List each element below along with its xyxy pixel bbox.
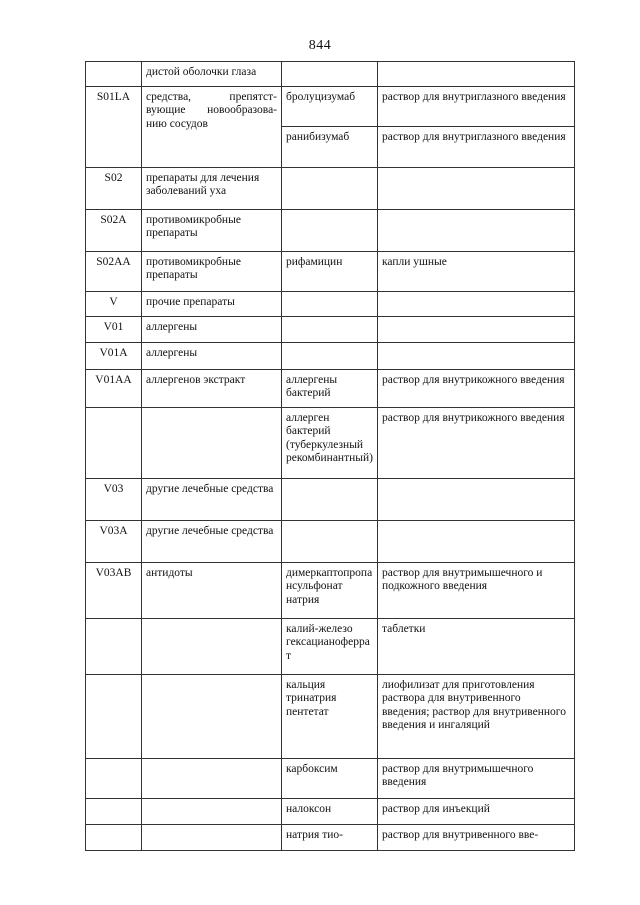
page-number: 844 bbox=[308, 38, 332, 53]
atc-code-cell: S02AA bbox=[86, 251, 142, 291]
form-cell bbox=[378, 520, 575, 562]
form-cell: раствор для внутримышечного введения bbox=[378, 758, 575, 798]
form-cell bbox=[378, 478, 575, 520]
drug-cell: карбоксим bbox=[282, 758, 378, 798]
form-cell bbox=[378, 167, 575, 209]
group-cell: прочие препараты bbox=[142, 291, 282, 316]
form-cell: раствор для внутрикожного введения bbox=[378, 407, 575, 478]
atc-code-cell: V03 bbox=[86, 478, 142, 520]
group-cell: аллергены bbox=[142, 316, 282, 342]
group-cell bbox=[142, 824, 282, 850]
form-cell bbox=[378, 209, 575, 251]
drug-cell bbox=[282, 209, 378, 251]
atc-code-cell bbox=[86, 798, 142, 824]
drug-cell bbox=[282, 62, 378, 87]
atc-code-cell: V01A bbox=[86, 342, 142, 369]
form-cell: раствор для внутримышечного и подкожного введения bbox=[378, 562, 575, 618]
group-cell bbox=[142, 86, 282, 167]
form-cell: раствор для внутриглазного введения bbox=[378, 86, 575, 126]
drug-cell bbox=[282, 478, 378, 520]
group-cell: аллергенов экстракт bbox=[142, 369, 282, 407]
table-row bbox=[86, 316, 575, 342]
group-cell: аллергены bbox=[142, 342, 282, 369]
group-cell: противомикробные препараты bbox=[142, 209, 282, 251]
form-cell bbox=[378, 316, 575, 342]
group-cell bbox=[142, 758, 282, 798]
drug-cell: бролуцизумаб bbox=[282, 86, 378, 126]
group-line: нию сосудов bbox=[146, 117, 208, 130]
table-row bbox=[86, 291, 575, 316]
form-cell: раствор для внутривенного вве- bbox=[378, 824, 575, 850]
atc-code-cell bbox=[86, 758, 142, 798]
form-cell: раствор для внутриглазного введения bbox=[378, 126, 575, 167]
table-row bbox=[86, 167, 575, 209]
atc-code-cell: V03A bbox=[86, 520, 142, 562]
form-cell bbox=[378, 62, 575, 87]
drug-table bbox=[85, 61, 575, 851]
group-cell bbox=[142, 407, 282, 478]
drug-cell: аллергены бактерий bbox=[282, 369, 378, 407]
group-cell: другие лечебные средства bbox=[142, 520, 282, 562]
table-row bbox=[86, 369, 575, 407]
atc-code-cell: V03AB bbox=[86, 562, 142, 618]
table-row bbox=[86, 86, 575, 126]
atc-code-cell bbox=[86, 824, 142, 850]
form-cell: капли ушные bbox=[378, 251, 575, 291]
atc-code-cell: S01LA bbox=[86, 86, 142, 167]
group-cell: другие лечебные средства bbox=[142, 478, 282, 520]
group-cell: дистой оболочки глаза bbox=[142, 62, 282, 87]
drug-cell bbox=[282, 291, 378, 316]
drug-cell: натрия тио- bbox=[282, 824, 378, 850]
group-cell: антидоты bbox=[142, 562, 282, 618]
table-row bbox=[86, 251, 575, 291]
group-cell bbox=[142, 798, 282, 824]
table-row bbox=[86, 824, 575, 850]
table-row bbox=[86, 798, 575, 824]
table-row bbox=[86, 209, 575, 251]
drug-cell: налоксон bbox=[282, 798, 378, 824]
form-cell bbox=[378, 291, 575, 316]
atc-code-cell: V01 bbox=[86, 316, 142, 342]
drug-cell: ранибизумаб bbox=[282, 126, 378, 167]
table-row bbox=[86, 407, 575, 478]
atc-code-cell: S02 bbox=[86, 167, 142, 209]
drug-cell bbox=[282, 167, 378, 209]
form-cell: таблетки bbox=[378, 618, 575, 674]
atc-code-cell bbox=[86, 62, 142, 87]
group-line: средства, препятст- bbox=[146, 90, 277, 103]
drug-cell bbox=[282, 520, 378, 562]
atc-code-cell: V bbox=[86, 291, 142, 316]
atc-code-cell: S02A bbox=[86, 209, 142, 251]
atc-code-cell: V01AA bbox=[86, 369, 142, 407]
atc-code-cell bbox=[86, 407, 142, 478]
table-row bbox=[86, 62, 575, 87]
drug-cell bbox=[282, 342, 378, 369]
group-line: вующие новообразова- bbox=[146, 104, 277, 116]
table-row bbox=[86, 478, 575, 520]
drug-cell: калий-железо гексацианоферрат bbox=[282, 618, 378, 674]
table-row bbox=[86, 674, 575, 758]
table-row bbox=[86, 520, 575, 562]
table-row bbox=[86, 562, 575, 618]
table-row bbox=[86, 342, 575, 369]
atc-code-cell bbox=[86, 674, 142, 758]
drug-cell: димеркаптопропансульфонат натрия bbox=[282, 562, 378, 618]
drug-cell bbox=[282, 316, 378, 342]
form-cell: лиофилизат для приготовления раствора для внутривенного введения; раствор для внутривенного введения и ингаляций bbox=[378, 674, 575, 758]
form-cell bbox=[378, 342, 575, 369]
drug-cell: аллерген бактерий (туберкулезный рекомбинантный) bbox=[282, 407, 378, 478]
drug-cell: рифамицин bbox=[282, 251, 378, 291]
table-row bbox=[86, 618, 575, 674]
group-cell bbox=[142, 674, 282, 758]
drug-cell: кальция тринатрия пентетат bbox=[282, 674, 378, 758]
group-cell: препараты для лечения заболеваний уха bbox=[142, 167, 282, 209]
form-cell: раствор для инъекций bbox=[378, 798, 575, 824]
atc-code-cell bbox=[86, 618, 142, 674]
group-cell: противомикробные препараты bbox=[142, 251, 282, 291]
form-cell: раствор для внутрикожного введения bbox=[378, 369, 575, 407]
group-cell bbox=[142, 618, 282, 674]
table-row bbox=[86, 758, 575, 798]
